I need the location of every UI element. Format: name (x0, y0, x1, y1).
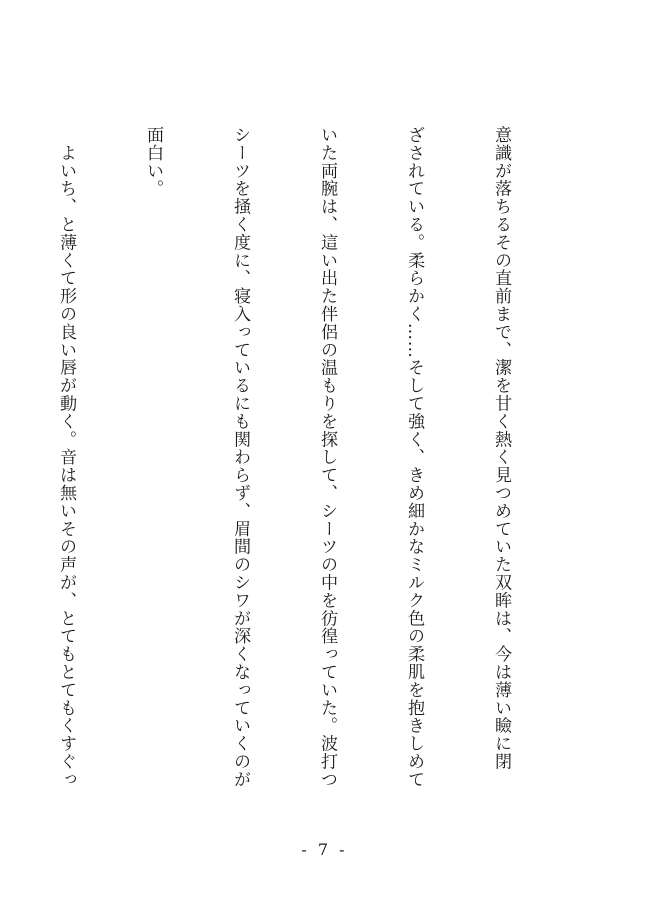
text-column-2: ざされている。柔らかく……そして強く、きめ細かなミルク色の柔肌を抱きしめて (404, 126, 424, 789)
text-column-4: シーツを掻く度に、寝入っているにも関わらず、眉間のシワが深くなっていくのが (230, 126, 250, 789)
text-column-5: 面白い。 (143, 126, 163, 198)
text-column-1: 意識が落ちるその直前まで、潔を甘く熱く見つめていた双眸は、今は薄い瞼に閉 (491, 126, 511, 771)
text-column-6: よいち、と薄くて形の良い唇が動く。音は無いその声が、とてもとてもくすぐっ (56, 126, 76, 789)
text-column-3: いた両腕は、這い出た伴侶の温もりを探して、シーツの中を彷徨っていた。波打つ (317, 126, 337, 789)
page-number: - 7 - (301, 840, 348, 859)
vertical-text-body (0, 126, 573, 788)
